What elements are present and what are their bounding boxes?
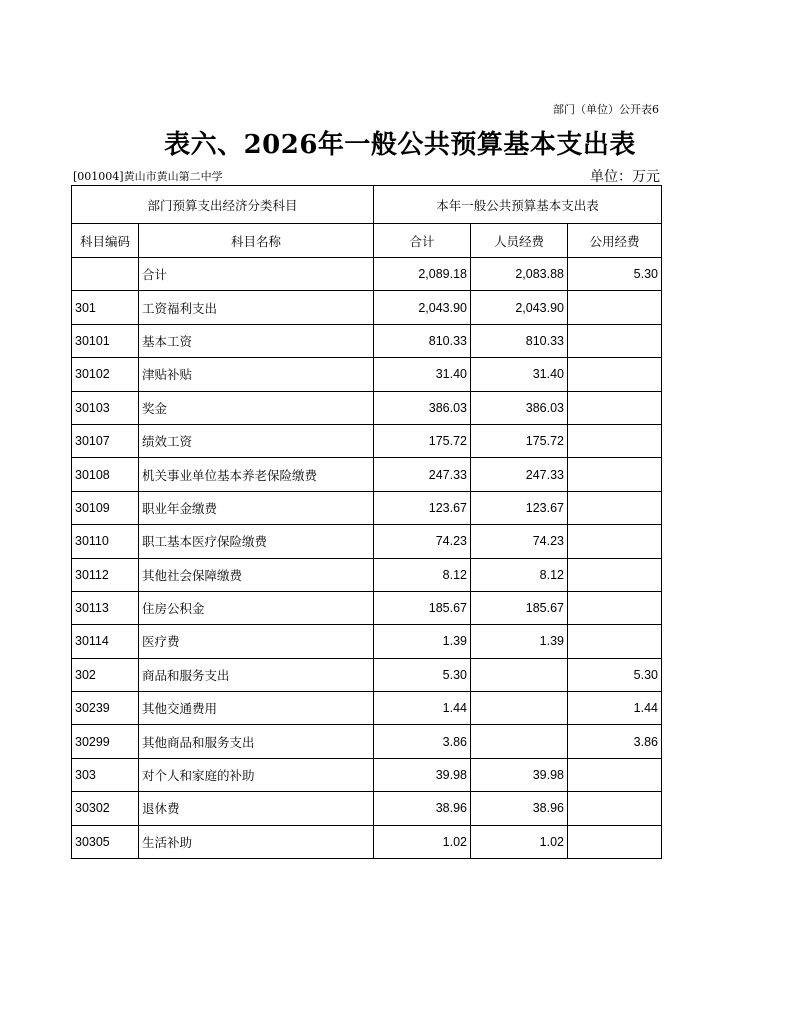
table-row bbox=[72, 792, 662, 825]
header-group-left: 部门预算支出经济分类科目 bbox=[72, 186, 374, 224]
cell-total: 2,089.18 bbox=[374, 258, 471, 291]
organization-label: [001004]黄山市黄山第二中学 bbox=[73, 170, 223, 183]
cell-public: 1.44 bbox=[568, 692, 662, 725]
table-row bbox=[72, 725, 662, 758]
cell-code: 303 bbox=[72, 758, 139, 791]
header-public: 公用经费 bbox=[568, 224, 662, 258]
cell-code: 30114 bbox=[72, 625, 139, 658]
cell-code: 30239 bbox=[72, 692, 139, 725]
table-row bbox=[72, 591, 662, 624]
cell-name: 绩效工资 bbox=[139, 424, 374, 457]
cell-code: 30108 bbox=[72, 458, 139, 491]
cell-total: 1.02 bbox=[374, 825, 471, 858]
table-row bbox=[72, 525, 662, 558]
cell-personnel: 810.33 bbox=[471, 324, 568, 357]
cell-personnel: 2,043.90 bbox=[471, 291, 568, 324]
table-row bbox=[72, 825, 662, 858]
table-row bbox=[72, 658, 662, 691]
cell-total: 5.30 bbox=[374, 658, 471, 691]
cell-code: 30302 bbox=[72, 792, 139, 825]
header-row-group bbox=[72, 186, 662, 224]
cell-total: 2,043.90 bbox=[374, 291, 471, 324]
cell-total: 1.39 bbox=[374, 625, 471, 658]
cell-public bbox=[568, 291, 662, 324]
cell-code: 30112 bbox=[72, 558, 139, 591]
cell-code bbox=[72, 258, 139, 291]
cell-name: 津贴补贴 bbox=[139, 358, 374, 391]
cell-code: 301 bbox=[72, 291, 139, 324]
table-row bbox=[72, 291, 662, 324]
cell-personnel: 8.12 bbox=[471, 558, 568, 591]
cell-public: 5.30 bbox=[568, 658, 662, 691]
cell-personnel: 31.40 bbox=[471, 358, 568, 391]
cell-total: 810.33 bbox=[374, 324, 471, 357]
table-row bbox=[72, 424, 662, 457]
cell-total: 1.44 bbox=[374, 692, 471, 725]
cell-public: 3.86 bbox=[568, 725, 662, 758]
cell-personnel: 39.98 bbox=[471, 758, 568, 791]
cell-name: 生活补助 bbox=[139, 825, 374, 858]
cell-name: 商品和服务支出 bbox=[139, 658, 374, 691]
cell-name: 合计 bbox=[139, 258, 374, 291]
cell-personnel: 38.96 bbox=[471, 792, 568, 825]
cell-public bbox=[568, 625, 662, 658]
header-personnel: 人员经费 bbox=[471, 224, 568, 258]
unit-line bbox=[73, 168, 660, 184]
header-code: 科目编码 bbox=[72, 224, 139, 258]
cell-personnel bbox=[471, 658, 568, 691]
table-row bbox=[72, 558, 662, 591]
cell-public bbox=[568, 324, 662, 357]
cell-total: 8.12 bbox=[374, 558, 471, 591]
cell-public bbox=[568, 458, 662, 491]
cell-public bbox=[568, 825, 662, 858]
cell-personnel: 247.33 bbox=[471, 458, 568, 491]
cell-public bbox=[568, 391, 662, 424]
cell-code: 30113 bbox=[72, 591, 139, 624]
cell-public bbox=[568, 792, 662, 825]
table-row bbox=[72, 391, 662, 424]
table-row bbox=[72, 324, 662, 357]
header-total: 合计 bbox=[374, 224, 471, 258]
cell-total: 39.98 bbox=[374, 758, 471, 791]
cell-personnel: 123.67 bbox=[471, 491, 568, 524]
cell-public: 5.30 bbox=[568, 258, 662, 291]
unit-label: 单位：万元 bbox=[590, 169, 660, 185]
cell-personnel: 175.72 bbox=[471, 424, 568, 457]
cell-total: 185.67 bbox=[374, 591, 471, 624]
cell-code: 30103 bbox=[72, 391, 139, 424]
cell-name: 退休费 bbox=[139, 792, 374, 825]
cell-code: 30299 bbox=[72, 725, 139, 758]
cell-personnel: 185.67 bbox=[471, 591, 568, 624]
table-row bbox=[72, 458, 662, 491]
cell-total: 74.23 bbox=[374, 525, 471, 558]
cell-name: 对个人和家庭的补助 bbox=[139, 758, 374, 791]
cell-public bbox=[568, 558, 662, 591]
table-row bbox=[72, 358, 662, 391]
cell-personnel bbox=[471, 692, 568, 725]
cell-name: 其他交通费用 bbox=[139, 692, 374, 725]
header-name: 科目名称 bbox=[139, 224, 374, 258]
cell-personnel: 1.39 bbox=[471, 625, 568, 658]
cell-code: 30109 bbox=[72, 491, 139, 524]
form-number-note: 部门（单位）公开表6 bbox=[553, 103, 659, 116]
cell-public bbox=[568, 591, 662, 624]
cell-code: 30101 bbox=[72, 324, 139, 357]
cell-public bbox=[568, 758, 662, 791]
header-row-columns bbox=[72, 224, 662, 258]
cell-total: 123.67 bbox=[374, 491, 471, 524]
cell-public bbox=[568, 525, 662, 558]
cell-total: 247.33 bbox=[374, 458, 471, 491]
cell-total: 38.96 bbox=[374, 792, 471, 825]
cell-code: 30110 bbox=[72, 525, 139, 558]
page-title: 表六、2026年一般公共预算基本支出表 bbox=[164, 130, 636, 160]
budget-table bbox=[71, 185, 662, 859]
table-row bbox=[72, 758, 662, 791]
cell-personnel: 386.03 bbox=[471, 391, 568, 424]
cell-public bbox=[568, 424, 662, 457]
cell-code: 30305 bbox=[72, 825, 139, 858]
cell-name: 住房公积金 bbox=[139, 591, 374, 624]
cell-name: 机关事业单位基本养老保险缴费 bbox=[139, 458, 374, 491]
header-group-right: 本年一般公共预算基本支出表 bbox=[374, 186, 662, 224]
cell-code: 302 bbox=[72, 658, 139, 691]
table-row bbox=[72, 258, 662, 291]
cell-name: 奖金 bbox=[139, 391, 374, 424]
table-row bbox=[72, 491, 662, 524]
cell-code: 30107 bbox=[72, 424, 139, 457]
table-row bbox=[72, 692, 662, 725]
cell-code: 30102 bbox=[72, 358, 139, 391]
cell-name: 基本工资 bbox=[139, 324, 374, 357]
cell-total: 31.40 bbox=[374, 358, 471, 391]
cell-name: 工资福利支出 bbox=[139, 291, 374, 324]
cell-name: 职业年金缴费 bbox=[139, 491, 374, 524]
cell-personnel: 74.23 bbox=[471, 525, 568, 558]
cell-personnel: 2,083.88 bbox=[471, 258, 568, 291]
cell-name: 医疗费 bbox=[139, 625, 374, 658]
table-row bbox=[72, 625, 662, 658]
cell-public bbox=[568, 491, 662, 524]
cell-total: 386.03 bbox=[374, 391, 471, 424]
cell-name: 职工基本医疗保险缴费 bbox=[139, 525, 374, 558]
cell-personnel bbox=[471, 725, 568, 758]
cell-public bbox=[568, 358, 662, 391]
cell-total: 175.72 bbox=[374, 424, 471, 457]
cell-name: 其他商品和服务支出 bbox=[139, 725, 374, 758]
cell-total: 3.86 bbox=[374, 725, 471, 758]
cell-name: 其他社会保障缴费 bbox=[139, 558, 374, 591]
cell-personnel: 1.02 bbox=[471, 825, 568, 858]
